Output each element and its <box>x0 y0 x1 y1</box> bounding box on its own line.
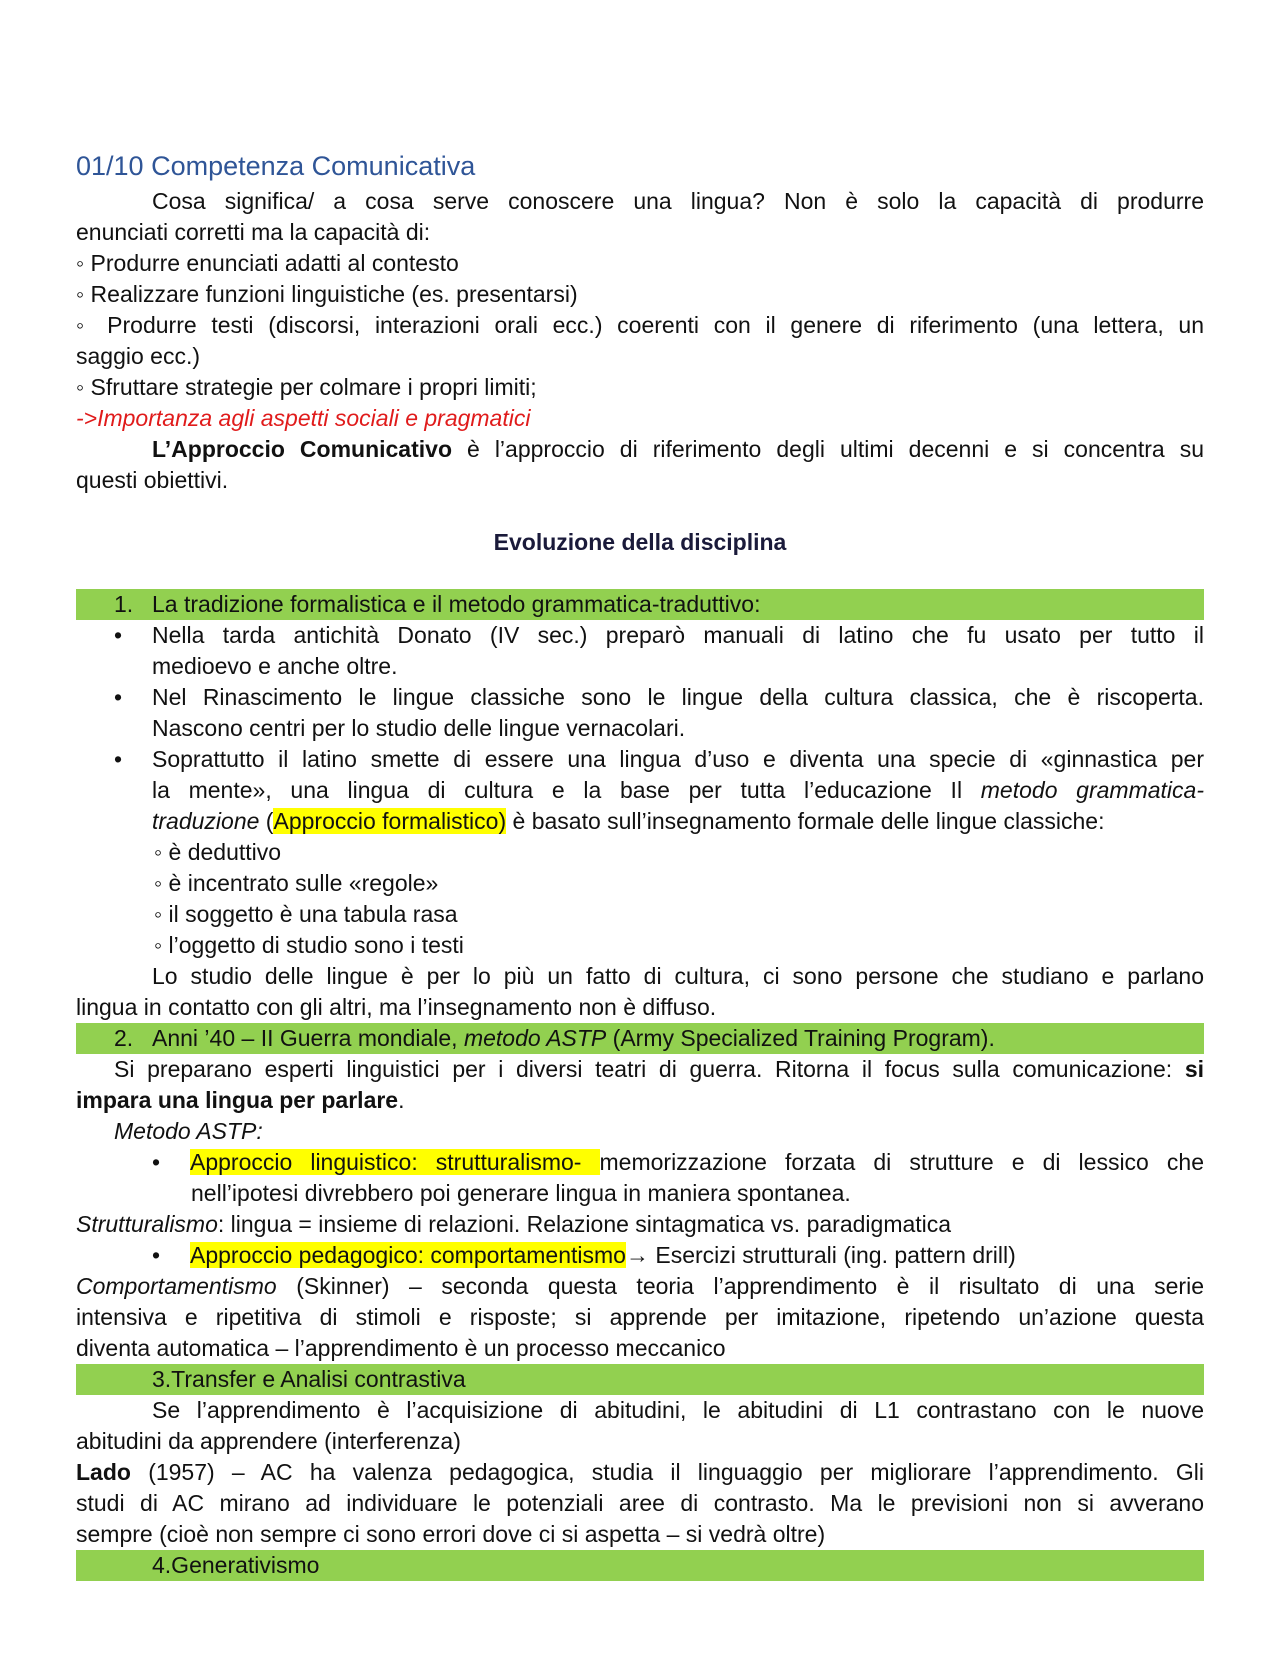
intro-note: ->Importanza agli aspetti sociali e pragmatici <box>76 405 531 431</box>
s3-lado-2: studi di AC mirano ad individuare le potenziali aree di contrasto. Ma le previsioni non si avverano <box>76 1490 1204 1516</box>
s1-paragraph: Lo studio delle lingue è per lo più un fatto di cultura, ci sono persone che studiano e parlano <box>152 963 1204 989</box>
s2-bullet-linguistico-cont: nell’ipotesi divrebbero poi generare lingua in maniera spontanea. <box>191 1180 851 1206</box>
section-4-heading: 4.Generativismo <box>76 1550 1204 1581</box>
intro-line-2: enunciati corretti ma la capacità di: <box>76 219 431 245</box>
s1-bullet-c: • Soprattutto il latino smette di essere una lingua d’uso e diventa una specie di «ginnastica per <box>76 744 1204 775</box>
bullet-icon: • <box>114 746 123 772</box>
s2-comportamentismo-3: diventa automatica – l’apprendimento è un processo meccanico <box>76 1335 726 1361</box>
bullet-icon: • <box>114 622 123 648</box>
intro-bullet-1: ◦ Produrre enunciati adatti al contesto <box>76 250 459 276</box>
intro-paragraph-2-cont: questi obiettivi. <box>76 467 229 493</box>
s1-bullet-a-cont: medioevo e anche oltre. <box>152 653 398 679</box>
bullet-icon: • <box>114 684 123 710</box>
section-2-heading: 2. Anni ’40 – II Guerra mondiale, metodo ASTP (Army Specialized Training Program). <box>76 1023 1204 1054</box>
s1-sub-3: ◦ il soggetto è una tabula rasa <box>154 901 458 927</box>
s2-paragraph-cont: impara una lingua per parlare. <box>76 1087 405 1113</box>
bullet-icon: • <box>152 1242 161 1268</box>
section-title: Evoluzione della disciplina <box>493 529 787 555</box>
s1-bullet-b-cont: Nascono centri per lo studio delle lingue vernacolari. <box>152 715 686 741</box>
page-title: 01/10 Competenza Comunicativa <box>76 151 476 181</box>
document-page <box>76 146 1204 1581</box>
s1-sub-2: ◦ è incentrato sulle «regole» <box>154 870 439 896</box>
s2-comportamentismo-1: Comportamentismo (Skinner) – seconda questa teoria l’apprendimento è il risultato di una serie <box>76 1273 1204 1299</box>
s2-strutturalismo: Strutturalismo: lingua = insieme di relazioni. Relazione sintagmatica vs. paradigmatica <box>76 1211 952 1237</box>
section-3-heading: 3.Transfer e Analisi contrastiva <box>76 1364 1204 1395</box>
s2-comportamentismo-2: intensiva e ripetitiva di stimoli e risposte; si apprende per imitazione, ripetendo un’azione questa <box>76 1304 1204 1330</box>
s1-sub-1: ◦ è deduttivo <box>154 839 282 865</box>
approccio-comunicativo-term: L’Approccio Comunicativo <box>152 436 452 462</box>
s3-paragraph-cont: abitudini da apprendere (interferenza) <box>76 1428 461 1454</box>
intro-line-1: Cosa significa/ a cosa serve conoscere una lingua? Non è solo la capacità di produrre <box>152 188 1204 214</box>
highlight-approccio-linguistico: Approccio linguistico: strutturalismo- <box>190 1149 600 1175</box>
s1-bullet-c-cont-2: traduzione (Approccio formalistico) è basato sull’insegnamento formale delle lingue classiche: <box>152 808 1105 834</box>
highlight-approccio-pedagogico: Approccio pedagogico: comportamentismo <box>190 1242 626 1268</box>
s3-lado-3: sempre (cioè non sempre ci sono errori dove ci si aspetta – si vedrà oltre) <box>76 1521 826 1547</box>
s2-bullet-pedagogico: • Approccio pedagogico: comportamentismo→ Esercizi strutturali (ing. pattern drill) <box>76 1240 1204 1271</box>
s2-bullet-linguistico: • Approccio linguistico: strutturalismo- memorizzazione forzata di strutture e di lessico che <box>76 1147 1204 1178</box>
s1-bullet-b: • Nel Rinascimento le lingue classiche sono le lingue della cultura classica, che è riscoperta. <box>76 682 1204 713</box>
intro-bullet-4: ◦ Sfruttare strategie per colmare i propri limiti; <box>76 374 537 400</box>
s2-paragraph: Si preparano esperti linguistici per i diversi teatri di guerra. Ritorna il focus sulla comunicazione: si <box>114 1056 1204 1082</box>
s1-paragraph-cont: lingua in contatto con gli altri, ma l’insegnamento non è diffuso. <box>76 994 717 1020</box>
highlight-approccio-formalistico: Approccio formalistico) <box>273 808 507 834</box>
s3-lado-1: Lado (1957) – AC ha valenza pedagogica, studia il linguaggio per migliorare l’apprendimento. Gli <box>76 1459 1204 1485</box>
s1-bullet-a: • Nella tarda antichità Donato (IV sec.) preparò manuali di latino che fu usato per tutto il <box>76 620 1204 651</box>
s2-metodo-label: Metodo ASTP: <box>114 1118 263 1144</box>
intro-bullet-3: ◦ Produrre testi (discorsi, interazioni orali ecc.) coerenti con il genere di riferimento (una lettera, un <box>76 312 1204 338</box>
intro-paragraph-2: L’Approccio Comunicativo è l’approccio di riferimento degli ultimi decenni e si concentra su <box>152 436 1204 462</box>
intro-bullet-3-cont: saggio ecc.) <box>76 343 201 369</box>
section-1-heading: 1. La tradizione formalistica e il metodo grammatica-traduttivo: <box>76 589 1204 620</box>
bullet-icon: • <box>152 1149 161 1175</box>
s1-sub-4: ◦ l’oggetto di studio sono i testi <box>154 932 464 958</box>
s1-bullet-c-cont-1: la mente», una lingua di cultura e la base per tutta l’educazione Il metodo grammatica- <box>152 777 1204 803</box>
intro-bullet-2: ◦ Realizzare funzioni linguistiche (es. presentarsi) <box>76 281 578 307</box>
s3-paragraph: Se l’apprendimento è l’acquisizione di abitudini, le abitudini di L1 contrastano con le nuove <box>152 1397 1204 1423</box>
